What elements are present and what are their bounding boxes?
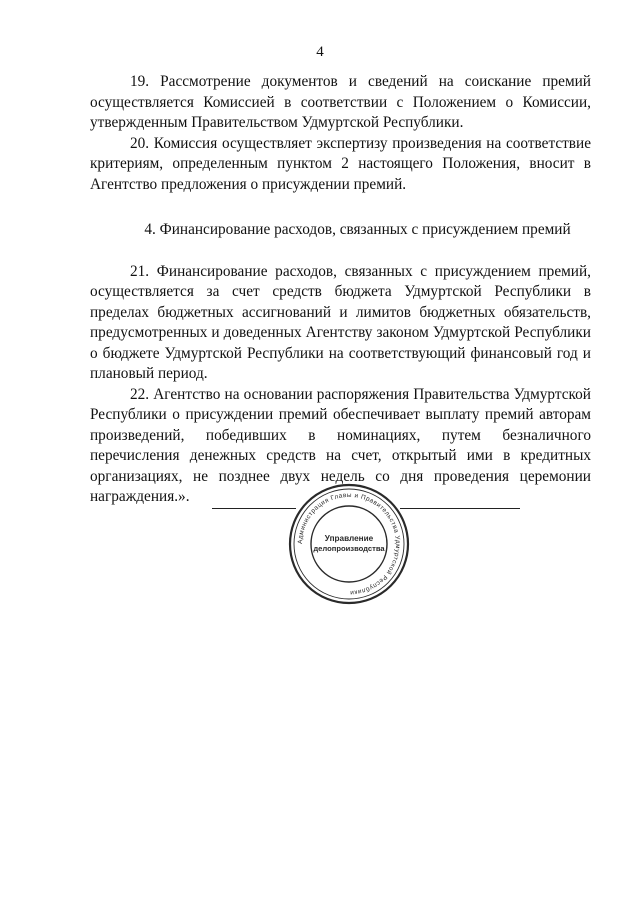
stamp-center-line-1: Управление xyxy=(324,534,374,543)
document-body xyxy=(90,72,591,508)
signature-line-left xyxy=(212,508,296,509)
stamp-center-line-2: делопроизводства xyxy=(313,544,385,553)
paragraph-21: 21. Финансирование расходов, связанных с присуждением премий, осуществляется за счет средств бюджета Удмуртской Республики в пределах бюджетных ассигнований и лимитов бюджетных обязательств, предусмотренных и доведенных Агентству законом Удмуртской Республики о бюджете Удмуртской Республики на соответствующий финансовый год и плановый период. xyxy=(90,262,591,382)
paragraph-22: 22. Агентство на основании распоряжения Правительства Удмуртской Республики о присуждении премий обеспечивает выплату премий авторам произведений, победивших в номинациях, путем безналичного перечисления денежных средств на счет, открытый ими в кредитных организациях, не позднее двух недель со дня проведения церемонии награждения.». xyxy=(90,385,591,505)
paragraph-20: 20. Комиссия осуществляет экспертизу произведения на соответствие критериям, определенным пунктом 2 настоящего Положения, вносит в Агентство предложения о присуждении премий. xyxy=(90,134,591,193)
paragraph-19: 19. Рассмотрение документов и сведений на соискание премий осуществляется Комиссией в соответствии с Положением о Комиссии, утвержденным Правительством Удмуртской Республики. xyxy=(90,73,591,131)
section-heading: 4. Финансирование расходов, связанных с присуждением премий xyxy=(144,221,571,238)
signature-line-right xyxy=(400,508,520,509)
page-number: 4 xyxy=(316,44,324,60)
official-stamp xyxy=(287,482,411,606)
stamp-ring-text: Администрация Главы и Правительства Удмуртской Республики xyxy=(296,491,402,597)
